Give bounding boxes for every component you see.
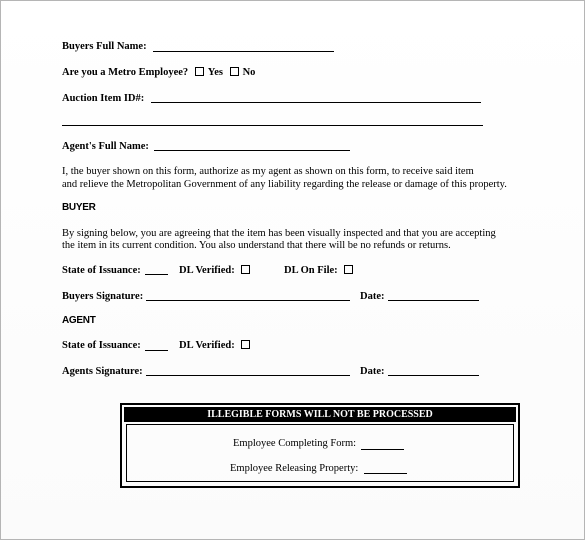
authorization-line-2: and relieve the Metropolitan Government of any liability regarding the release or damage of this property. — [62, 179, 507, 190]
employee-releasing-label: Employee Releasing Property: — [230, 463, 359, 474]
authorization-line-1: I, the buyer shown on this form, authorize as my agent as shown on this form, to receive said item — [62, 166, 474, 177]
employee-completing-field[interactable] — [361, 449, 404, 450]
buyer-dl-on-file — [284, 265, 357, 276]
buyers-full-name-label: Buyers Full Name: — [62, 41, 147, 52]
buyer-text-line-2: the item in its current condition. You also understand that there will be no refunds or returns. — [62, 240, 451, 251]
agents-full-name-label: Agent's Full Name: — [62, 141, 149, 152]
employee-completing-label: Employee Completing Form: — [233, 438, 357, 449]
buyers-signature-label: Buyers Signature: — [62, 291, 144, 302]
metro-employee-question — [62, 67, 255, 78]
auction-item-field-line2[interactable] — [62, 125, 483, 126]
buyer-state-of-issuance-field[interactable] — [145, 274, 168, 275]
notice-inner-box — [126, 424, 514, 482]
buyer-dl-on-file-checkbox[interactable] — [344, 265, 353, 274]
auction-item-label: Auction Item ID#: — [62, 93, 145, 104]
agents-signature-field[interactable] — [146, 375, 350, 376]
buyer-dl-verified — [179, 265, 254, 276]
buyer-dl-verified-checkbox[interactable] — [241, 265, 250, 274]
agents-signature-label: Agents Signature: — [62, 366, 143, 377]
buyer-dl-on-file-label: DL On File: — [284, 265, 338, 276]
buyer-date-label: Date: — [360, 291, 385, 302]
notice-box — [120, 403, 520, 488]
yes-label: Yes — [207, 67, 223, 78]
employee-releasing-field[interactable] — [364, 473, 407, 474]
buyers-signature-field[interactable] — [146, 300, 350, 301]
agent-heading: AGENT — [62, 315, 96, 326]
buyer-state-of-issuance-label: State of Issuance: — [62, 265, 141, 276]
agent-dl-verified — [179, 340, 254, 351]
buyer-date-field[interactable] — [388, 300, 479, 301]
agents-full-name-field[interactable] — [154, 150, 350, 151]
agent-dl-verified-checkbox[interactable] — [241, 340, 250, 349]
metro-employee-label: Are you a Metro Employee? — [62, 67, 189, 78]
agent-dl-verified-label: DL Verified: — [179, 340, 235, 351]
no-label: No — [242, 67, 256, 78]
no-checkbox[interactable] — [230, 67, 239, 76]
buyers-full-name-field[interactable] — [153, 51, 334, 52]
yes-checkbox[interactable] — [195, 67, 204, 76]
buyer-text-line-1: By signing below, you are agreeing that the item has been visually inspected and that you are accepting — [62, 228, 496, 239]
auction-item-field[interactable] — [151, 102, 481, 103]
buyer-heading: BUYER — [62, 202, 96, 213]
agent-date-field[interactable] — [388, 375, 479, 376]
notice-banner: ILLEGIBLE FORMS WILL NOT BE PROCESSED — [124, 407, 516, 422]
agent-state-of-issuance-field[interactable] — [145, 350, 168, 351]
buyer-dl-verified-label: DL Verified: — [179, 265, 235, 276]
agent-state-of-issuance-label: State of Issuance: — [62, 340, 141, 351]
agent-date-label: Date: — [360, 366, 385, 377]
